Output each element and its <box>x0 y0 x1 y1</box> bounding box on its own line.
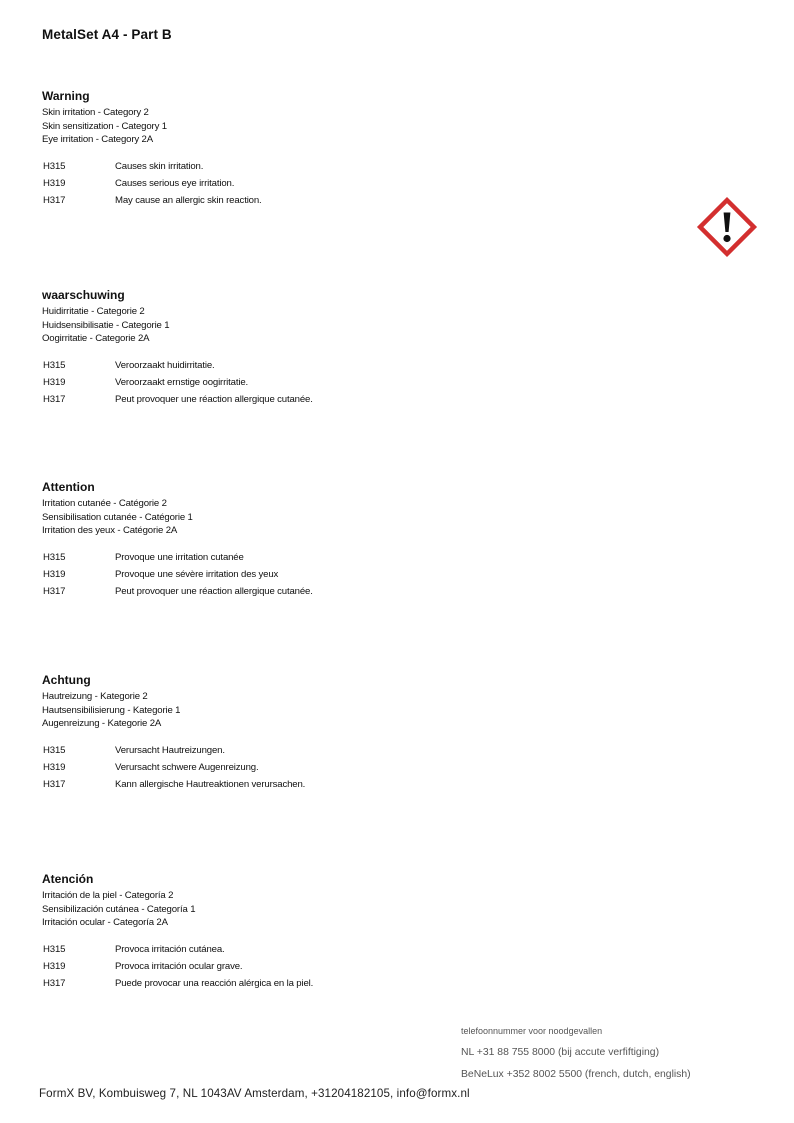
classification-item: Huidirritatie - Categorie 2 <box>42 306 145 317</box>
hazard-statement-row <box>42 586 662 603</box>
signal-word: Warning <box>42 89 90 103</box>
hazard-text: Verursacht Hautreizungen. <box>115 744 225 756</box>
hazard-statement-row <box>42 552 662 569</box>
hazard-text: Provoque une irritation cutanée <box>115 551 244 563</box>
hazard-text: May cause an allergic skin reaction. <box>115 195 262 207</box>
classification-item: Oogirritatie - Categorie 2A <box>42 333 150 344</box>
signal-word: waarschuwing <box>42 288 125 302</box>
hazard-code: H317 <box>43 195 66 207</box>
hazard-section-dutch <box>42 288 662 412</box>
classification-item: Sensibilización cutánea - Categoría 1 <box>42 903 196 915</box>
hazard-text: Causes skin irritation. <box>115 160 204 172</box>
signal-word: Attention <box>42 480 95 494</box>
emergency-contact <box>461 1025 781 1081</box>
classification-item: Eye irritation - Category 2A <box>42 134 153 145</box>
hazard-statement-row <box>42 961 662 978</box>
hazard-statements <box>42 944 662 996</box>
classification-item: Skin sensitization - Category 1 <box>42 120 167 132</box>
classification-item: Skin irritation - Category 2 <box>42 107 149 118</box>
hazard-code: H319 <box>43 761 66 773</box>
exclamation-mark-hazard-icon <box>696 196 758 258</box>
emergency-phone-benelux: BeNeLux +352 8002 5500 (french, dutch, english) <box>461 1069 691 1080</box>
hazard-statement-row <box>42 394 662 411</box>
company-footer: FormX BV, Kombuisweg 7, NL 1043AV Amsterdam, +31204182105, info@formx.nl <box>39 1087 470 1100</box>
hazard-code: H315 <box>43 551 66 563</box>
classification-item: Irritación de la piel - Categoría 2 <box>42 890 174 901</box>
hazard-statement-row <box>42 178 662 195</box>
signal-word: Atención <box>42 872 94 886</box>
classification-list <box>42 497 662 538</box>
hazard-code: H317 <box>43 978 66 990</box>
hazard-code: H315 <box>43 744 66 756</box>
hazard-statements <box>42 161 662 213</box>
classification-list <box>42 889 662 930</box>
classification-list <box>42 106 662 147</box>
hazard-statements <box>42 552 662 604</box>
hazard-text: Verursacht schwere Augenreizung. <box>115 761 259 773</box>
hazard-text: Kann allergische Hautreaktionen verursachen. <box>115 779 306 791</box>
classification-item: Huidsensibilisatie - Categorie 1 <box>42 319 170 331</box>
hazard-statement-row <box>42 360 662 377</box>
hazard-section-german <box>42 673 662 797</box>
hazard-statement-row <box>42 195 662 212</box>
hazard-code: H317 <box>43 779 66 791</box>
classification-item: Irritación ocular - Categoría 2A <box>42 917 168 928</box>
classification-item: Sensibilisation cutanée - Catégorie 1 <box>42 511 193 523</box>
hazard-statement-row <box>42 745 662 762</box>
hazard-statement-row <box>42 569 662 586</box>
emergency-phone-nl: NL +31 88 755 8000 (bij accute verfiftiging) <box>461 1047 660 1058</box>
hazard-text: Peut provoquer une réaction allergique cutanée. <box>115 394 313 406</box>
classification-item: Irritation cutanée - Catégorie 2 <box>42 498 167 509</box>
hazard-code: H315 <box>43 943 66 955</box>
signal-word: Achtung <box>42 673 91 687</box>
document-title: MetalSet A4 - Part B <box>42 27 172 42</box>
hazard-text: Causes serious eye irritation. <box>115 177 235 189</box>
hazard-text: Provoque une sévère irritation des yeux <box>115 568 279 580</box>
hazard-text: Veroorzaakt huidirritatie. <box>115 359 215 371</box>
hazard-section-french <box>42 480 662 604</box>
hazard-text: Provoca irritación cutánea. <box>115 943 225 955</box>
hazard-statement-row <box>42 944 662 961</box>
hazard-code: H315 <box>43 160 66 172</box>
hazard-text: Peut provoquer une réaction allergique cutanée. <box>115 586 313 598</box>
classification-item: Hautsensibilisierung - Kategorie 1 <box>42 704 181 716</box>
hazard-statement-row <box>42 779 662 796</box>
hazard-statements <box>42 360 662 412</box>
hazard-code: H319 <box>43 568 66 580</box>
hazard-text: Puede provocar una reacción alérgica en la piel. <box>115 978 314 990</box>
hazard-code: H317 <box>43 394 66 406</box>
emergency-label: telefoonnummer voor noodgevallen <box>461 1026 603 1036</box>
hazard-code: H319 <box>43 960 66 972</box>
hazard-section-english <box>42 89 662 213</box>
hazard-statement-row <box>42 161 662 178</box>
hazard-code: H319 <box>43 376 66 388</box>
hazard-statements <box>42 745 662 797</box>
hazard-section-spanish <box>42 872 662 996</box>
classification-list <box>42 305 662 346</box>
hazard-code: H317 <box>43 586 66 598</box>
classification-item: Hautreizung - Kategorie 2 <box>42 691 148 702</box>
classification-list <box>42 690 662 731</box>
hazard-text: Provoca irritación ocular grave. <box>115 960 243 972</box>
classification-item: Irritation des yeux - Catégorie 2A <box>42 525 178 536</box>
hazard-code: H319 <box>43 177 66 189</box>
hazard-statement-row <box>42 762 662 779</box>
classification-item: Augenreizung - Kategorie 2A <box>42 718 162 729</box>
hazard-statement-row <box>42 377 662 394</box>
hazard-text: Veroorzaakt ernstige oogirritatie. <box>115 376 249 388</box>
hazard-statement-row <box>42 978 662 995</box>
hazard-code: H315 <box>43 359 66 371</box>
